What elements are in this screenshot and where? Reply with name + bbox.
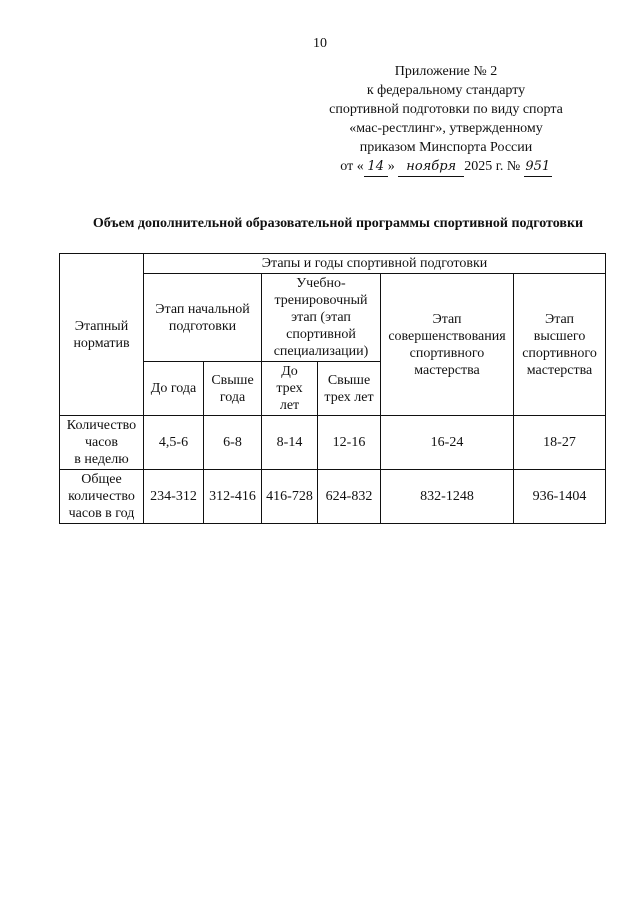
table-cell: 16-24 — [381, 416, 514, 470]
header-stage-higher: Этап высшего спортивного мастерства — [514, 274, 606, 416]
header-stage-initial: Этап начальной подготовки — [144, 274, 262, 362]
header-sub-training-2: Свыше трех лет — [318, 362, 381, 416]
table-cell: 832-1248 — [381, 470, 514, 524]
header-stage-improvement: Этап совершенствования спортивного мастерства — [381, 274, 514, 416]
appendix-block — [296, 62, 596, 177]
date-mid: » — [387, 159, 395, 174]
appendix-line-2: к федеральному стандарту — [366, 83, 526, 98]
date-prefix: от « — [340, 159, 364, 174]
table-row — [60, 416, 606, 470]
appendix-line-3: спортивной подготовки по виду спорта — [329, 102, 563, 117]
page-number: 10 — [313, 36, 327, 51]
appendix-line-1: Приложение № 2 — [394, 64, 498, 79]
header-sub-training-1: До трех лет — [262, 362, 318, 416]
table-cell: 312-416 — [204, 470, 262, 524]
table-cell: 6-8 — [204, 416, 262, 470]
document-title: Объем дополнительной образовательной программы спортивной подготовки — [92, 216, 584, 231]
table-cell: 4,5-6 — [144, 416, 204, 470]
appendix-line-5: приказом Минспорта России — [359, 140, 533, 155]
table-cell: 18-27 — [514, 416, 606, 470]
handwritten-month: ноября — [398, 157, 464, 177]
appendix-line-4: «мас-рестлинг», утвержденному — [349, 121, 543, 136]
header-norm: Этапный норматив — [60, 254, 144, 416]
header-stage-training: Учебно- тренировочный этап (этап спортивной специализации) — [262, 274, 381, 362]
row-label: Количество часов в неделю — [60, 416, 144, 470]
table-cell: 936-1404 — [514, 470, 606, 524]
header-stages: Этапы и годы спортивной подготовки — [144, 254, 606, 274]
table-cell: 8-14 — [262, 416, 318, 470]
date-year: 2025 г. № — [464, 159, 521, 174]
table-cell: 624-832 — [318, 470, 381, 524]
order-date-line — [296, 157, 596, 177]
table-cell: 12-16 — [318, 416, 381, 470]
header-sub-initial-2: Свыше года — [204, 362, 262, 416]
handwritten-day: 14 — [364, 157, 388, 177]
handwritten-order-number: 951 — [524, 157, 552, 177]
norms-table — [59, 253, 606, 524]
table-cell: 234-312 — [144, 470, 204, 524]
row-label: Общее количество часов в год — [60, 470, 144, 524]
table-row — [60, 470, 606, 524]
table-cell: 416-728 — [262, 470, 318, 524]
header-sub-initial-1: До года — [144, 362, 204, 416]
